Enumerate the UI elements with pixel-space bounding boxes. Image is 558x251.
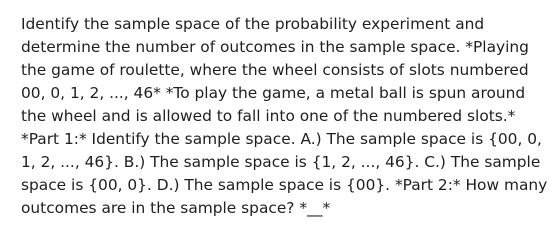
question-text: Identify the sample space of the probability experiment and determine the number of outcomes in the sample space. *Playing the game of roulette, where the wheel consists of slots numbered 00, 0, 1, 2, ..., 46* *To play the game, a metal ball is spun around the wheel and is allowed to fall into one of the numbered slots.* *Part 1:* Identify the sample space. A.) The sample space is {00, 0, 1, 2, ..., 46}. B.) The sample space is {1, 2, ..., 46}. C.) The sample space is {00, 0}. D.) The sample space is {00}. *Part 2:* How many outcomes are in the sample space? *__* <box>21 15 548 217</box>
